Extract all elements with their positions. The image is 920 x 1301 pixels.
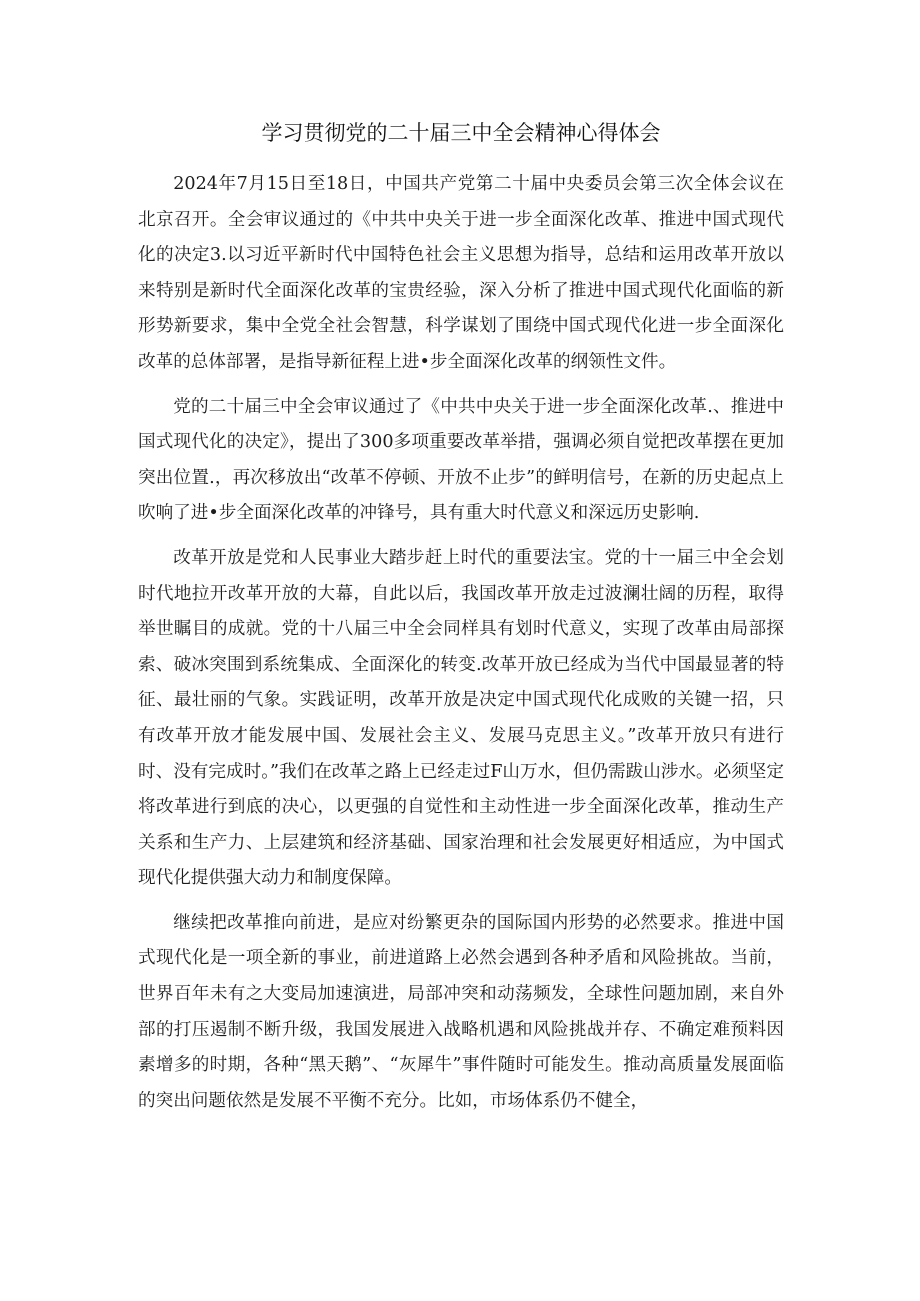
paragraph-4: 继续把改革推向前进，是应对纷繁更杂的国际国内形势的必然要求。推进中国式现代化是一项全新的事业，前进道路上必然会遇到各种矛盾和风险挑故。当前，世界百年未有之大变局加速演进，局部冲突和动荡频发，全球性问题加剧，来自外部的打压遏制不断升级，我国发展进入战略机遇和风险挑战并存、不确定难预料因素增多的时期，各种“黑天鹅”、“灰犀牛”事件随时可能发生。推动高质量发展面临的突出问题依然是发展不平衡不充分。比如，市场体系仍不健全， (138, 912, 784, 1111)
paragraph-2: 党的二十届三中全会审议通过了《中共中央关于进一步全面深化改革.、推进中国式现代化的决定》，提出了300多项重要改革举措，强调必须自觉把改革摆在更加突出位置.，再次移放出“改革不停顿、开放不止步”的鲜明信号，在新的历史起点上吹响了进•步全面深化改革的冲锋号，具有重大时代意义和深远历史影响. (138, 396, 784, 524)
paragraph-1: 2024年7月15日至18日，中国共产党第二十届中央委员会第三次全体会议在北京召开。全会审议通过的《中共中央关于进一步全面深化改革、推进中国式现代化的决定3.以习近平新时代中国特色社会主义思想为指导，总结和运用改革开放以来特别是新时代全面深化改革的宝贵经验，深入分析了推进中国式现代化面临的新形势新要求，集中全党全社会智慧，科学谋划了围绕中国式现代化进一步全面深化改革的总体部署，是指导新征程上进•步全面深化改革的纲领性文件。 (138, 174, 784, 372)
document-title: 学习贯彻党的二十届三中全会精神心得体会 (261, 121, 661, 145)
paragraph-3: 改革开放是党和人民事业大踏步赶上时代的重要法宝。党的十一届三中全会划时代地拉开改革开放的大幕，自此以后，我国改革开放走过波澜壮阔的历程，取得举世瞩目的成就。党的十八届三中全会同样具有划时代意义，实现了改革由局部探索、破冰突围到系统集成、全面深化的转变.改革开放已经成为当代中国最显著的特征、最壮丽的气象。实践证明，改革开放是决定中国式现代化成败的关键一招，只有改革开放才能发展中国、发展社会主义、发展马克思主义。”改革开放只有进行时、没有完成时。”我们在改革之路上已经走过F山万水，但仍需跋山涉水。必须坚定将改革进行到底的决心，以更强的自觉性和主动性进一步全面深化改革，推动生产关系和生产力、上层建筑和经济基础、国家治理和社会发展更好相适应，为中国式现代化提供强大动力和制度保障。 (138, 547, 784, 889)
